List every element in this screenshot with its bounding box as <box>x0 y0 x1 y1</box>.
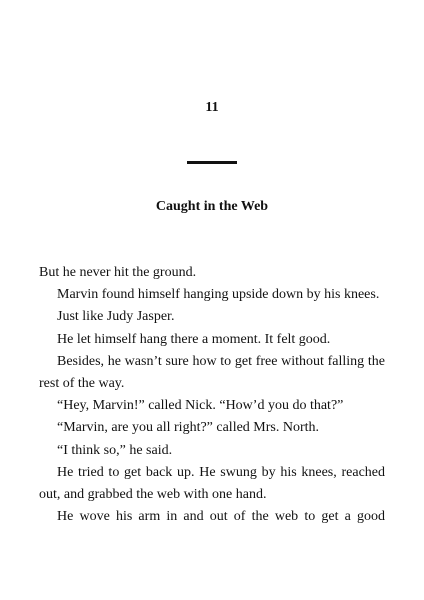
chapter-divider-rule <box>187 161 237 164</box>
paragraph: But he never hit the ground. <box>39 265 197 280</box>
paragraph: Besides, he wasn’t sure how to get free without falling the rest of the way. <box>39 353 385 392</box>
chapter-title: Caught in the Web <box>155 199 269 214</box>
paragraph: Marvin found himself hanging upside down by his knees. <box>57 287 380 303</box>
paragraph: He tried to get back up. He swung by his knees, reached out, and grabbed the web with one hand. <box>39 464 385 503</box>
chapter-body <box>39 262 385 528</box>
paragraph: Just like Judy Jasper. <box>57 309 175 325</box>
paragraph: “I think so,” he said. <box>57 442 173 458</box>
paragraph: He wove his arm in and out of the web to get a good <box>57 509 385 525</box>
paragraph: “Marvin, are you all right?” called Mrs. North. <box>57 420 320 436</box>
chapter-number: 11 <box>205 100 219 115</box>
paragraph: He let himself hang there a moment. It felt good. <box>57 331 331 347</box>
paragraph: “Hey, Marvin!” called Nick. “How’d you do that?” <box>57 398 344 414</box>
